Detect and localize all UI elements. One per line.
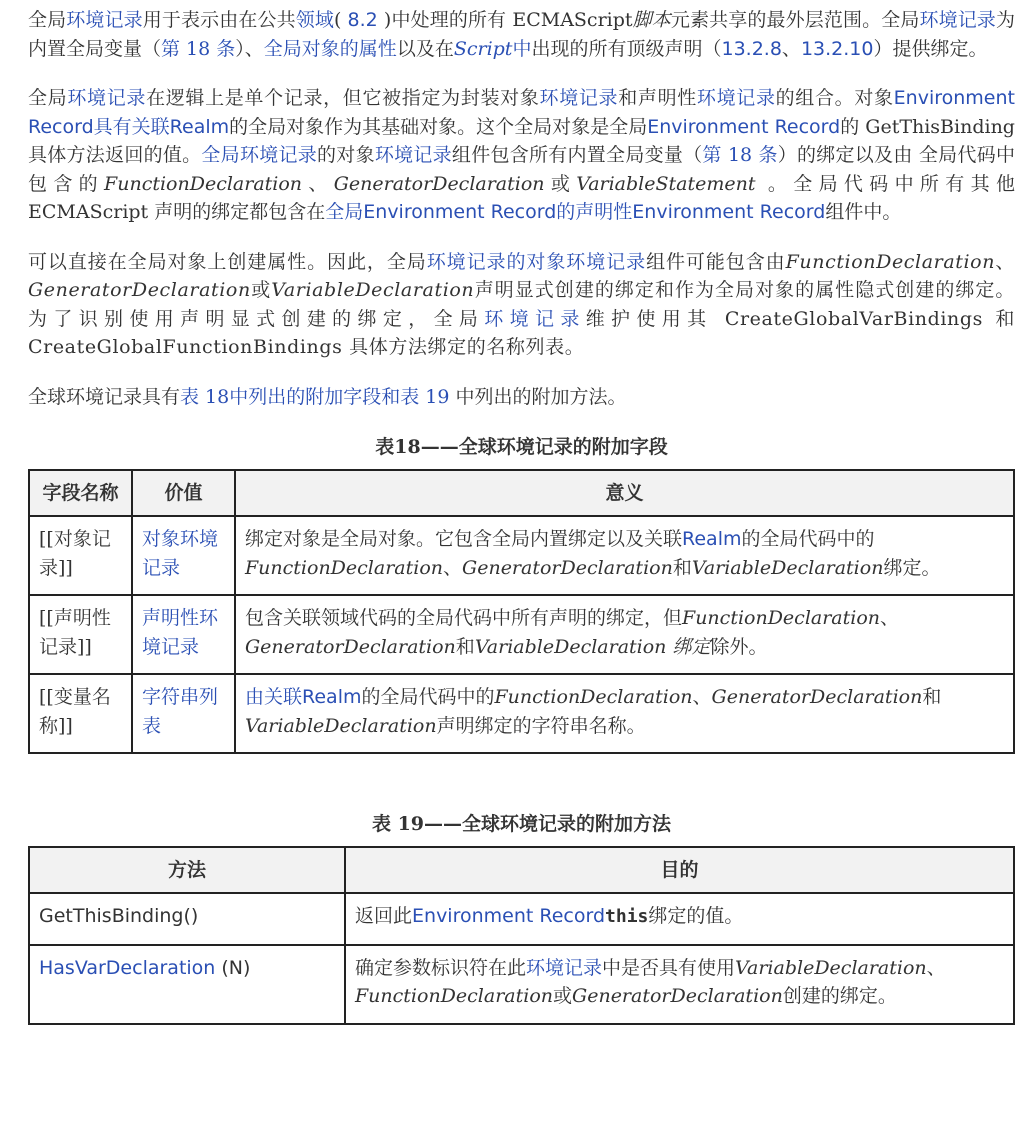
table-18-fields: [28, 469, 1015, 755]
link-clause-18[interactable]: 第 18 条: [702, 144, 778, 166]
cell-method: GetThisBinding(): [29, 893, 345, 945]
cell-purpose: 确定参数标识符在此环境记录中是否具有使用VariableDeclaration、FunctionDeclaration或GeneratorDeclaration创建的绑定。: [345, 945, 1014, 1024]
link-associated[interactable]: 由关联: [245, 686, 303, 708]
table-19-caption: 表 19——全球环境记录的附加方法: [371, 813, 672, 835]
table-row: [29, 945, 1014, 1024]
cell-field-name: [[变量名称]]: [29, 674, 132, 753]
link-object-environment-record[interactable]: 对象环境记录: [142, 528, 219, 579]
link-object-environment-record[interactable]: 环境记录的对象环境记录: [426, 250, 647, 273]
cell-meaning: 由关联Realm的全局代码中的FunctionDeclaration、GeneratorDeclaration和VariableDeclaration声明绑定的字符串名称。: [235, 674, 1014, 753]
header-value: 价值: [132, 470, 235, 517]
link-environment-record[interactable]: Environment Record: [632, 201, 826, 223]
paragraph-global-env-intro: 全局环境记录用于表示由在公共领域( 8.2 )中处理的所有 ECMAScript脚本元素共享的最外层范围。全局环境记录为内置全局变量（第 18 条）、全局对象的属性以及在Script中出现的所有顶级声明（13.2.8、13.2.10）提供绑定。: [28, 9, 1015, 60]
link-declarative-environment-record[interactable]: 声明性环境记录: [142, 607, 219, 658]
this-keyword: this: [605, 906, 649, 927]
link-script[interactable]: Script: [453, 37, 513, 60]
link-environment-record[interactable]: 环境记录: [239, 144, 318, 166]
header-method: 方法: [29, 847, 345, 894]
table-header-row: [29, 847, 1014, 894]
link-environment-record[interactable]: 环境记录: [66, 9, 143, 31]
link-tables-18-19[interactable]: 表 18中列出的附加字段和表 19: [180, 385, 450, 408]
link-environment-record[interactable]: 环境记录: [484, 307, 586, 330]
table-row: [29, 516, 1014, 595]
paragraph-table-reference: 全球环境记录具有表 18中列出的附加字段和表 19 中列出的附加方法。: [28, 385, 627, 408]
link-realm[interactable]: Realm: [682, 528, 742, 550]
cell-value: [132, 516, 235, 595]
link-section-13-2-8[interactable]: 13.2.8: [721, 37, 782, 60]
paragraph-global-env-composition: 全局环境记录在逻辑上是单个记录，但它被指定为封装对象环境记录和声明性环境记录的组合。对象Environment Record具有关联Realm的全局对象作为其基础对象。这个全局对象是全局Environment Record的 GetThisBinding 具体方法返回的值。全局环境记录的对象环境记录组件包含所有内置全局变量（第 18 条）的绑定以及由 全局代码中包含的FunctionDeclaration、GeneratorDeclaration或VariableStatement 。全局代码中所有其他 ECMAScript 声明的绑定都包含在全局Environment Record的声明性Environment Record组件中。: [28, 87, 1015, 223]
table-19-methods: [28, 846, 1015, 1025]
link-environment-record[interactable]: 环境记录: [374, 144, 452, 166]
link-script-in[interactable]: 中: [512, 37, 532, 60]
paragraph-global-object-properties: 可以直接在全局对象上创建属性。因此，全局环境记录的对象环境记录组件可能包含由FunctionDeclaration、GeneratorDeclaration或VariableDeclaration声明显式创建的绑定和作为全局对象的属性隐式创建的绑定。为了识别使用声明显式创建的绑定，全局环境记录维护使用其 CreateGlobalVarBindings 和 CreateGlobalFunctionBindings 具体方法绑定的名称列表。: [28, 250, 1016, 358]
link-section-13-2-10[interactable]: 13.2.10: [800, 37, 874, 60]
cell-meaning: 绑定对象是全局对象。它包含全局内置绑定以及关联Realm的全局代码中的FunctionDeclaration、GeneratorDeclaration和VariableDeclaration绑定。: [235, 516, 1014, 595]
table-row: [29, 893, 1014, 945]
link-global[interactable]: 全局: [201, 144, 240, 166]
header-meaning: 意义: [235, 470, 1014, 517]
header-field-name: 字段名称: [29, 470, 132, 517]
link-global[interactable]: 全局: [325, 201, 364, 223]
link-section-8-2[interactable]: 8.2: [341, 9, 384, 31]
table-header-row: [29, 470, 1014, 517]
cell-method: HasVarDeclaration (N): [29, 945, 345, 1024]
cell-meaning: 包含关联领域代码的全局代码中所有声明的绑定，但FunctionDeclaration、GeneratorDeclaration和VariableDeclaration 绑定除外。: [235, 595, 1014, 674]
table-row: [29, 595, 1014, 674]
link-environment-record[interactable]: 环境记录: [526, 956, 603, 979]
link-environment-record[interactable]: Environment Record: [28, 87, 1015, 138]
cell-purpose: 返回此Environment Recordthis绑定的值。: [345, 893, 1014, 945]
link-environment-record[interactable]: 环境记录: [696, 87, 776, 109]
link-clause-18[interactable]: 第 18 条: [161, 37, 236, 60]
link-environment-record[interactable]: Environment Record: [647, 115, 841, 138]
header-purpose: 目的: [345, 847, 1014, 894]
link-global-object-properties[interactable]: 全局对象的属性: [263, 37, 397, 60]
link-hasvardeclaration[interactable]: HasVarDeclaration: [39, 956, 216, 979]
link-realm[interactable]: Realm: [169, 115, 230, 138]
link-environment-record[interactable]: Environment Record: [412, 905, 606, 927]
cell-field-name: [[对象记录]]: [29, 516, 132, 595]
table-row: [29, 674, 1014, 753]
link-environment-record[interactable]: 环境记录: [67, 87, 147, 109]
link-environment-record[interactable]: 环境记录: [539, 87, 619, 109]
link-environment-record[interactable]: 环境记录: [919, 9, 996, 31]
link-environment-record[interactable]: Environment Record: [363, 201, 557, 223]
link-realm[interactable]: 领域: [295, 9, 334, 31]
link-declarative[interactable]: 的声明性: [556, 201, 633, 223]
cell-value: [132, 674, 235, 753]
cell-field-name: [[声明性记录]]: [29, 595, 132, 674]
link-associated[interactable]: 具有关联: [93, 115, 170, 138]
cell-value: [132, 595, 235, 674]
link-string-list[interactable]: 字符串列表: [142, 686, 219, 737]
table-18-caption: 表18——全球环境记录的附加字段: [375, 436, 668, 458]
link-realm[interactable]: Realm: [302, 686, 362, 708]
